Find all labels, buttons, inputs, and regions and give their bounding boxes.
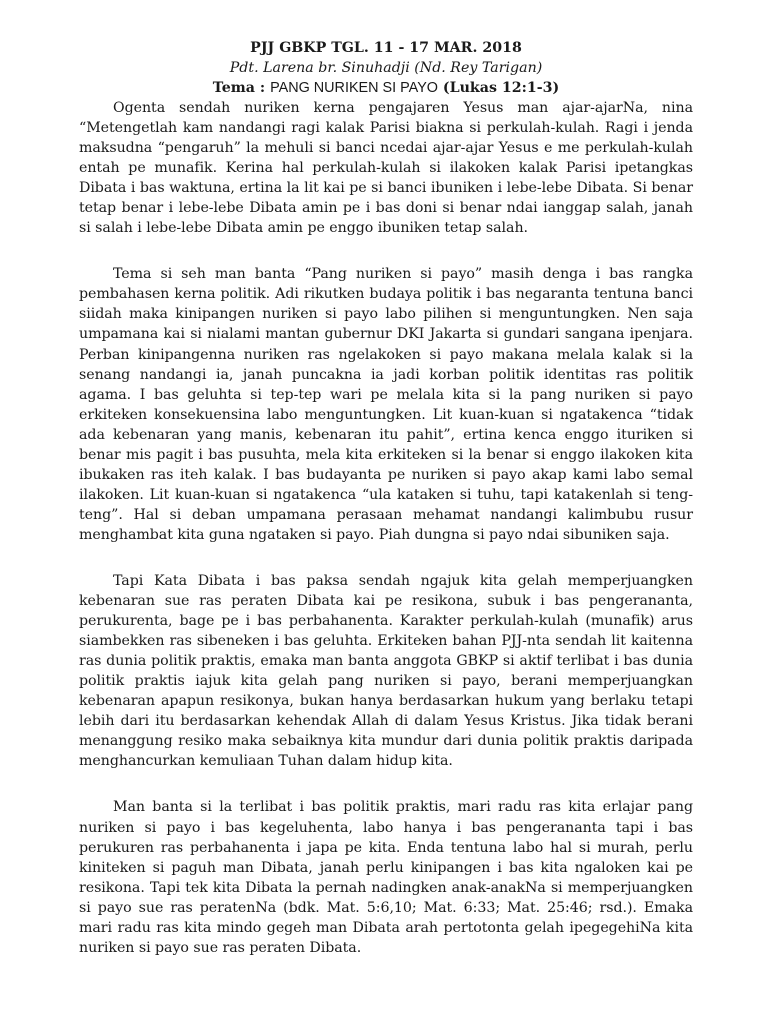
theme-title: PANG NURIKEN SI PAYO bbox=[270, 80, 438, 96]
paragraph-2: Tema si seh man banta “Pang nuriken si payo” masih denga i bas rangka pembahasen kerna politik. Adi rikutken budaya politik i bas negaranta tentuna banci siidah maka kinipangen nuriken si payo labo pilihen si menguntungken. Nen saja umpamana kai si nialami mantan gubernur DKI Jakarta si gundari sangana ipenjara. Perban kinipangenna nuriken ras ngelakoken si payo makana melala kalak si la senang nandangi ia, janah puncakna ia jadi korban politik identitas ras politik agama. I bas geluhta si tep-tep wari pe melala kita si la pang nuriken si payo erkiteken konsekuensina labo menguntungken. Lit kuan-kuan si ngatakenca “tidak ada kebenaran yang manis, kebenaran itu pahit”, ertina kenca enggo ituriken si benar mis pagit i bas pusuhta, mela kita erkiteken si la benar si enggo ilakoken kita ibukaken ras iteh kalak. I bas budayanta pe nuriken si payo akap kami labo semal ilakoken. Lit kuan-kuan si ngatakenca “ula kataken si tuhu, tapi katakenlah si teng-teng”. Hal si deban umpamana perasaan mehamat nandangi kalimbubu rusur menghambat kita guna ngataken si payo. Piah dungna si payo ndai sibuniken saja. bbox=[79, 266, 693, 543]
document-title: PJJ GBKP TGL. 11 - 17 MAR. 2018 bbox=[250, 40, 522, 56]
theme-reference: (Lukas 12:1-3) bbox=[437, 80, 560, 96]
theme-prefix: Tema : bbox=[212, 80, 271, 96]
document-author: Pdt. Larena br. Sinuhadji (Nd. Rey Tarigan) bbox=[229, 60, 543, 76]
paragraph-1: Ogenta sendah nuriken kerna pengajaren Yesus man ajar-ajarNa, nina “Metengetlah kam nandangi ragi kalak Parisi biakna si perkulah-kulah. Ragi i jenda maksudna “pengaruh” la mehuli si banci ncedai ajar-ajar Yesus e me perkulah-kulah entah pe munafik. Kerina hal perkulah-kulah si ilakoken kalak Parisi ipetangkas Dibata i bas waktuna, ertina la lit kai pe si banci ibuniken i lebe-lebe Dibata. Si benar tetap benar i lebe-lebe Dibata amin pe i bas doni si benar ndai ianggap salah, janah si salah i lebe-lebe Dibata amin pe enggo ibuniken tetap salah. bbox=[79, 100, 693, 237]
paragraph-3: Tapi Kata Dibata i bas paksa sendah ngajuk kita gelah memperjuangken kebenaran sue ras peraten Dibata kai pe resikona, subuk i bas pengerananta, perukurenta, bage pe i bas perbahanenta. Karakter perkulah-kulah (munafik) arus siambekken ras sibeneken i bas geluhta. Erkiteken bahan PJJ-nta sendah lit kaitenna ras dunia politik praktis, emaka man banta anggota GBKP si aktif terlibat i bas dunia politik praktis iajuk kita gelah pang nuriken si payo, berani memperjuangkan kebenaran apapun resikonya, bukan hanya berdasarkan hukum yang berlaku tetapi lebih dari itu berdasarkan kehendak Allah di dalam Yesus Kristus. Jika tidak berani menanggung resiko maka sebaiknya kita mundur dari dunia politik praktis daripada menghancurkan kemuliaan Tuhan dalam hidup kita. bbox=[79, 572, 693, 770]
document-body bbox=[79, 98, 693, 958]
document-theme bbox=[79, 78, 693, 98]
paragraph-4: Man banta si la terlibat i bas politik praktis, mari radu ras kita erlajar pang nuriken si payo i bas kegeluhenta, labo hanya i bas pengerananta tapi i bas perukuren ras perbahanenta i japa pe kita. Enda tentuna labo hal si murah, perlu kiniteken si paguh man Dibata, janah perlu kinipangen i bas kita ngaloken kai pe resikona. Tapi tek kita Dibata la pernah nadingken anak-anakNa si memperjuangken si payo sue ras peratenNa (bdk. Mat. 5:6,10; Mat. 6:33; Mat. 25:46; rsd.). Emaka mari radu ras kita mindo gegeh man Dibata arah pertotonta gelah ipegegehiNa kita nuriken si payo sue ras peraten Dibata. bbox=[79, 799, 693, 956]
